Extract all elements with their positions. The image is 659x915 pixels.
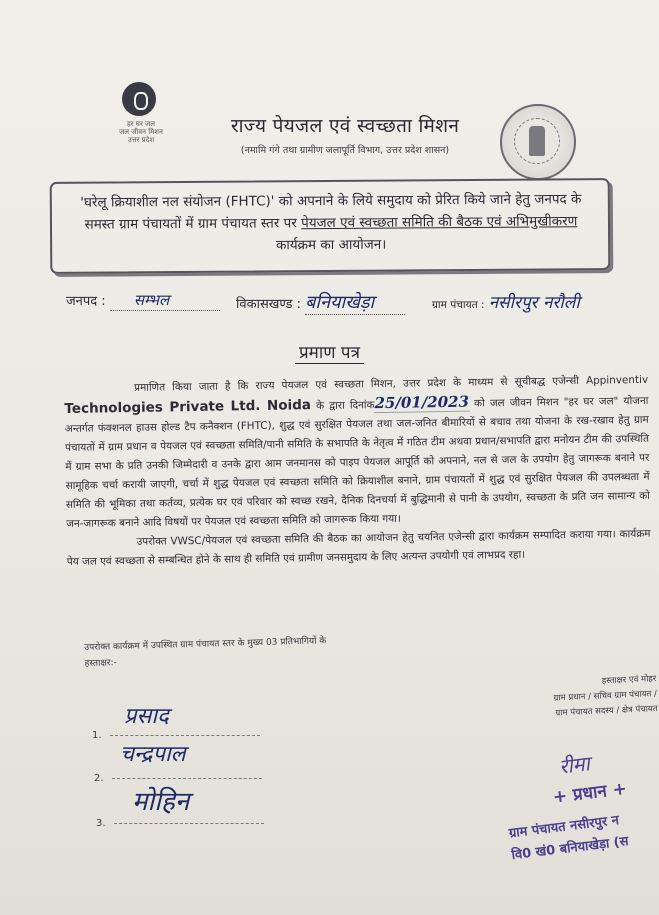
banner-line: कार्यक्रम का आयोजन। <box>275 236 387 254</box>
signature-number: 1. <box>92 730 102 741</box>
signature-2: चन्द्रपाल <box>120 742 186 767</box>
signature-number: 3. <box>96 818 106 829</box>
district-value: सम्भल <box>133 291 170 309</box>
logo-line: उत्तर प्रदेश <box>127 136 155 144</box>
paragraph-text: उपरोक्त VWSC/पेयजल एवं स्वच्छता समिति की बैठक का आयोजन हेतु चयनित एजेन्सी द्वारा कार्यक्रम सम्पादित कराया गया। कार्यक्रम पेय जल एवं स्वच्छता से सम्बन्धित होने के साथ ही समिति एवं ग्रामीण जनसमुदाय के लिए अत्यन्त उपयोगी एवं लाभप्रद रहा। <box>66 527 651 568</box>
company-name: Technologies Private Ltd. Noida <box>64 397 312 417</box>
authority-line: ग्राम प्रधान / सचिव ग्राम पंचायत / <box>553 688 658 704</box>
pradhan-stamp <box>500 739 659 863</box>
signature-1: प्रसाद <box>124 704 169 729</box>
signature-row <box>96 818 264 829</box>
logo-line: जल जीवन मिशन <box>119 128 163 136</box>
attendance-line: उपरोक्त कार्यक्रम में उपस्थित ग्राम पंचायत स्तर के मुख्य 03 प्रतिभागियों के <box>84 636 327 653</box>
water-drop-icon <box>122 82 156 116</box>
stamp-line: वि0 खं0 बनियाखेड़ा (स <box>510 834 630 864</box>
block-value: बनियाखेड़ा <box>305 292 375 313</box>
paragraph-text: के द्वारा दिनांक <box>310 399 375 413</box>
signature-label: हस्ताक्षर:- <box>84 658 117 669</box>
stamp-line: ग्राम पंचायत नसीरपुर न <box>508 813 620 842</box>
district-field <box>66 290 220 311</box>
banner-underlined-text: पेयजल एवं स्वच्छता समिति की बैठक एवं अभिमुखीकरण <box>301 213 578 232</box>
program-date: 25/01/2023 <box>374 392 470 413</box>
logo-line: हर घर जल <box>127 120 155 128</box>
banner-line-text: समस्त ग्राम पंचायतों में ग्राम पंचायत स्तर पर <box>84 215 302 233</box>
district-label: जनपद : <box>66 294 106 309</box>
mission-subtitle: (नमामि गंगे तथा ग्रामीण जलापूर्ति विभाग, उत्तर प्रदेश शासन) <box>240 145 450 156</box>
certificate-heading-text: प्रमाण पत्र <box>295 343 364 364</box>
block-field <box>236 290 405 315</box>
signature-3: मोहिन <box>132 787 190 817</box>
authority-line: हस्ताक्षर एवं मोहर <box>601 673 657 687</box>
panchayat-field <box>432 290 580 313</box>
stamp-role: + प्रधान + <box>551 778 628 808</box>
block-label: विकासखण्ड : <box>236 297 302 312</box>
banner-line <box>66 210 596 236</box>
block-value-line <box>305 290 405 315</box>
emblem-icon <box>529 126 545 156</box>
signature-underline <box>110 734 260 736</box>
paragraph-1 <box>64 371 650 534</box>
logo-tagline <box>108 120 174 144</box>
signature-underline <box>114 822 264 824</box>
panchayat-label: ग्राम पंचायत : <box>432 299 485 311</box>
signature-number: 2. <box>94 773 104 784</box>
banner-text <box>66 188 596 258</box>
authority-line: ग्राम पंचायत सदस्य / क्षेत्र पंचायत <box>555 703 658 719</box>
district-value-line <box>110 290 220 311</box>
attendance-section <box>84 630 445 672</box>
paragraph-text: को जल जीवन मिशन "हर घर जल" योजना अन्तर्गत फंक्शनल हाउस होल्ड टैप कनैक्शन (FHTC), शुद्ध एवं सुरक्षित पेयजल तथा जल-जनित बीमारियों से बचाव तथा योजना के रख-रखाव हेतु ग्राम पंचायतों में ग्राम प्रधान व पेयजल एवं स्वच्छता समिति/पानी समिति के सभापति के नेतृत्व में गठित टीम अथवा प्रधान/सभापति द्वारा मनोयन टीम की उपस्थिति में ग्राम सभा के प्रति उनकी जिम्मेदारी व उनके द्वारा आम जनमानस को पाइप पेयजल आपूर्ति को अपनाने, नल से जल के उपयोग हेतु जागरूक बनाने पर सामूहिक चर्चा करायी जाएगी, चर्चा में शुद्ध पेयजल एवं स्वच्छता समिति को क्रियाशील बनाने, ग्राम पंचायतों में शुद्ध एवं सुरक्षित पेयजल की उपलब्धता में समिति की भूमिका तथा कर्तव्य, प्रत्येक घर एवं परिवार को स्वच्छ रखने, दैनिक दिनचर्या में बुद्धिमानी से पानी के उपयोग, स्वच्छता के प्रति जन सामान्य को जन-जागरूक बनाने आदि विषयों पर पेयजल एवं स्वच्छता समिति को जागरूक किया गया। <box>64 394 650 530</box>
signature-underline <box>112 777 262 779</box>
location-fields <box>66 290 646 320</box>
up-government-seal <box>500 104 576 180</box>
paragraph-text: प्रमाणित किया जाता है कि राज्य पेयजल एवं स्वच्छता मिशन, उत्तर प्रदेश के माध्यम से सूचीबद्ध एजेन्सी Appinventiv <box>134 373 649 394</box>
program-banner <box>50 178 611 274</box>
certificate-body <box>64 371 651 572</box>
banner-line: 'घरेलू क्रियाशील नल संयोजन (FHTC)' को अपनाने के लिये समुदाय को प्रेरित किये जाने हेतु जनपद के <box>80 191 582 211</box>
paragraph-2 <box>66 525 651 572</box>
mission-title: राज्य पेयजल एवं स्वच्छता मिशन <box>230 115 460 137</box>
panchayat-value: नसीरपुर नरौली <box>488 293 580 313</box>
jal-jeevan-mission-logo <box>108 82 174 152</box>
certificate-heading <box>0 340 659 363</box>
authority-block <box>496 672 658 724</box>
stamp-signature: रीमा <box>557 751 592 779</box>
